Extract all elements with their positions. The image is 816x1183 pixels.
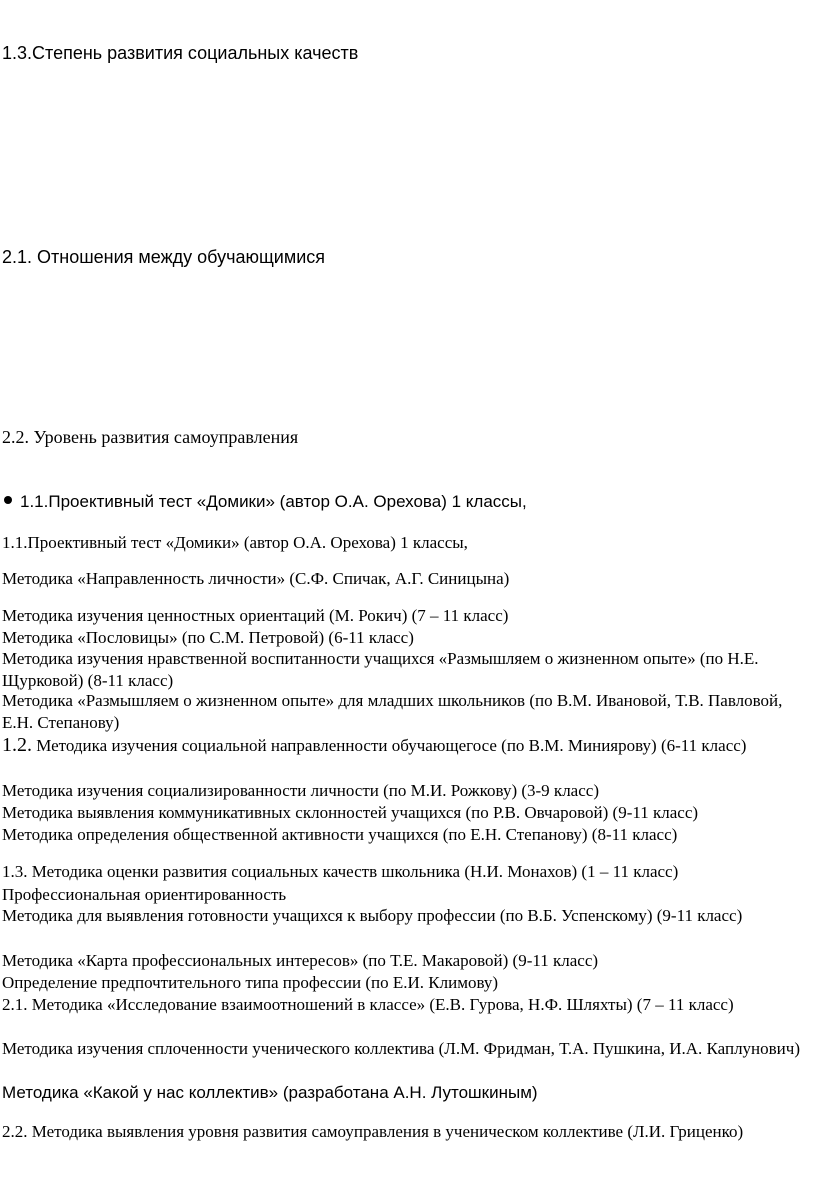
method-line: 2.1. Методика «Исследование взаимоотношений в классе» (Е.В. Гурова, Н.Ф. Шляхты) (7 – 11 класс) <box>2 995 734 1014</box>
method-line: Методика «Карта профессиональных интересов» (по Т.Е. Макаровой) (9-11 класс) <box>2 951 599 970</box>
method-line: Методика «Пословицы» (по С.М. Петровой) (6-11 класс) <box>2 628 414 647</box>
method-line: Определение предпочтительного типа профессии (по Е.И. Климову) <box>2 973 499 992</box>
method-line: Методика определения общественной активности учащихся (по Е.Н. Степанову) (8-11 класс) <box>2 825 678 844</box>
section-heading-1-3: 1.3.Степень развития социальных качеств <box>2 43 359 63</box>
method-line: Методика изучения нравственной воспитанности учащихся «Размышляем о жизненном опыте» (по Н.Е. Щурковой) (8-11 класс) <box>2 649 759 690</box>
bullet-item <box>4 490 810 513</box>
method-line: 2.2. Методика выявления уровня развития самоуправления в ученическом коллективе (Л.И. Гриценко) <box>2 1122 744 1141</box>
method-text: Методика изучения социальной направленности обучающегосе (по В.М. Миниярову) (6-11 класс) <box>32 736 747 755</box>
method-line: 1.3. Методика оценки развития социальных качеств школьника (Н.И. Монахов) (1 – 11 класс) <box>2 862 679 881</box>
method-line: Методика «Размышляем о жизненном опыте» для младших школьников (по В.М. Ивановой, Т.В. Павловой, Е.Н. Степанову) <box>2 691 783 732</box>
bullet-icon <box>4 496 12 504</box>
method-line: Методика «Какой у нас коллектив» (разработана А.Н. Лутошкиным) <box>2 1083 538 1102</box>
section-title: Отношения между обучающимися <box>37 247 326 267</box>
method-line: 1.1.Проективный тест «Домики» (автор О.А. Орехова) 1 классы, <box>2 533 468 552</box>
method-line: Методика для выявления готовности учащихся к выбору профессии (по В.Б. Успенскому) (9-11 класс) <box>2 906 743 925</box>
bullet-text: 1.1.Проективный тест «Домики» (автор О.А. Орехова) 1 классы, <box>20 492 527 511</box>
method-line: Методика «Направленность личности» (С.Ф. Спичак, А.Г. Синицына) <box>2 569 510 588</box>
method-line: Методика изучения ценностных ориентаций (М. Рокич) (7 – 11 класс) <box>2 606 509 625</box>
section-heading-2-1 <box>2 246 810 269</box>
method-line: Методика изучения социализированности личности (по М.И. Рожкову) (3-9 класс) <box>2 781 599 800</box>
method-line: Методика выявления коммуникативных склонностей учащихся (по Р.В. Овчаровой) (9-11 класс) <box>2 803 699 822</box>
method-line: Профессиональная ориентированность <box>2 885 287 904</box>
method-number: 1.2. <box>2 734 32 756</box>
section-heading-2-2: 2.2. Уровень развития самоуправления <box>2 427 299 447</box>
method-line: Методика изучения сплоченности ученического коллектива (Л.М. Фридман, Т.А. Пушкина, И.А. Каплунович) <box>2 1039 800 1058</box>
section-number: 2.1. <box>2 247 38 267</box>
method-line <box>2 734 810 757</box>
